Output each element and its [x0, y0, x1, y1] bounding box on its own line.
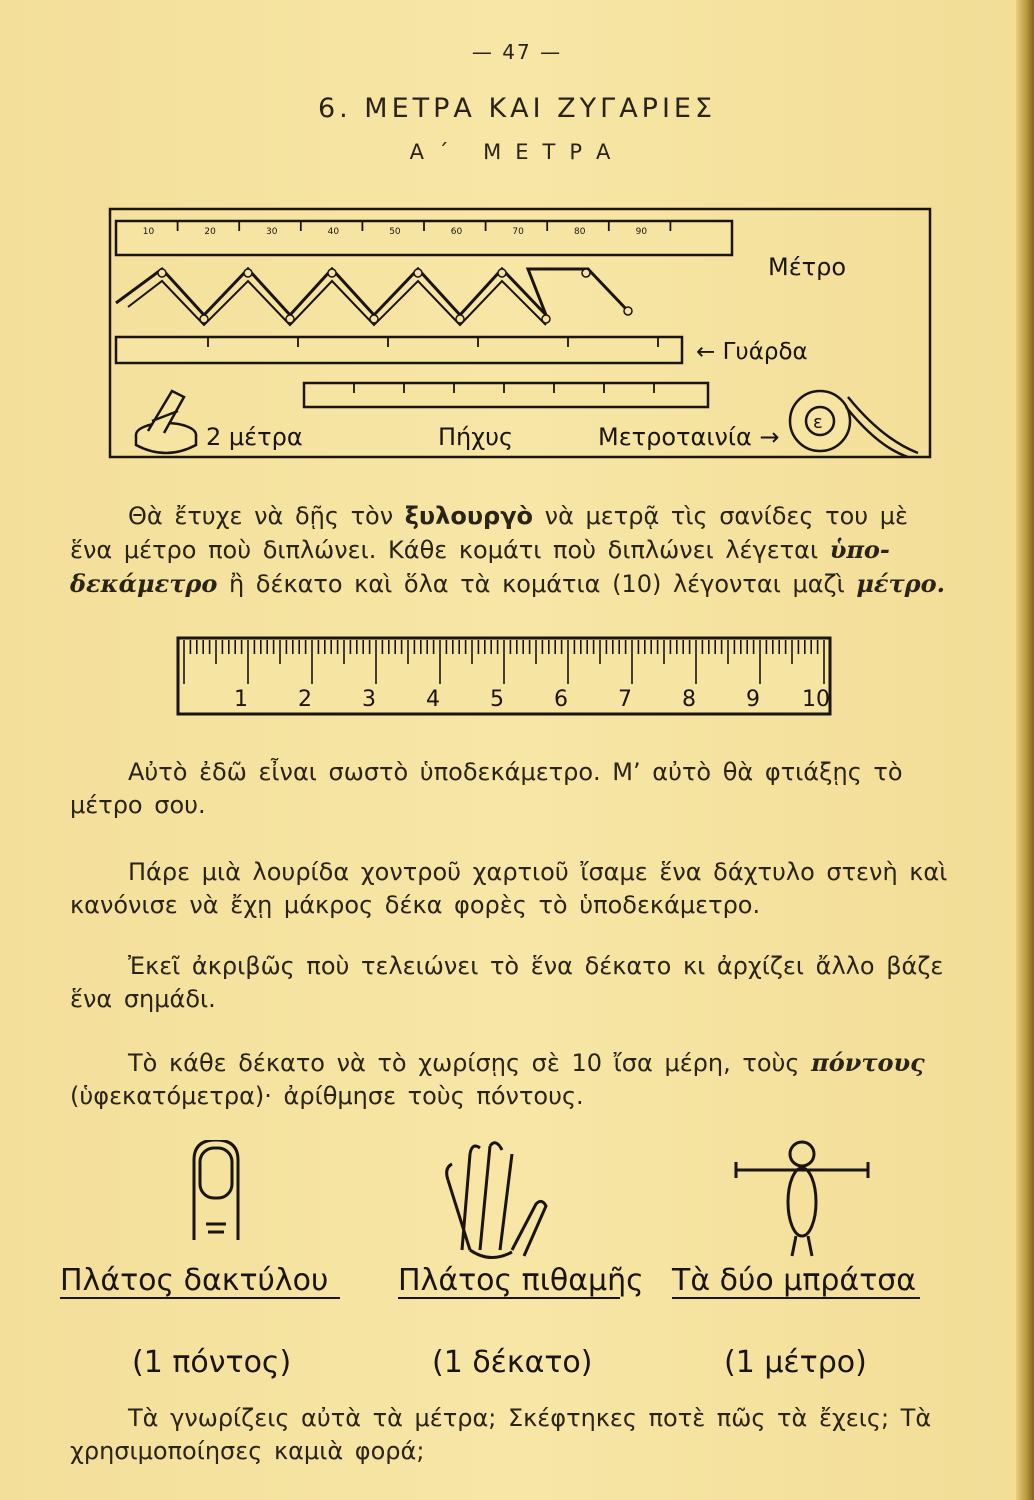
p1-text-a: Θὰ ἔτυχε νὰ δῇς τὸν — [128, 502, 405, 530]
ruler-number: 7 — [618, 687, 632, 712]
paragraph-1 — [70, 500, 950, 601]
ruler-number: 6 — [554, 687, 568, 712]
ruler-number: 8 — [682, 687, 696, 712]
ruler-number: 3 — [362, 687, 376, 712]
section-title: Α΄ ΜΕΤΡΑ — [409, 140, 625, 164]
caption-finger: Πλάτος δακτύλου — [60, 1263, 329, 1298]
ruler-number: 4 — [426, 687, 440, 712]
chapter-title: 6. ΜΕΤΡΑ ΚΑΙ ΖΥΓΑΡΙΕΣ — [317, 93, 717, 124]
p2-text: Αὐτὸ ἐδῶ εἶναι σωστὸ ὑποδεκάμετρο. Μ’ αὐτὸ θὰ φτιάξῃς τὸ μέτρο σου. — [70, 758, 903, 819]
p1-text-c: ἢ δέκατο καὶ ὅλα τὰ κομάτια (10) λέγονται μαζὶ — [217, 570, 857, 598]
ruler-number: 10 — [802, 687, 830, 712]
paragraph-3 — [70, 856, 950, 922]
label-guarda: ← Γυάρδα — [696, 339, 808, 365]
ruler-number: 9 — [746, 687, 760, 712]
label-pixys: Πήχυς — [438, 423, 514, 451]
meter-tick-label: 30 — [266, 227, 278, 237]
p6-text: Τὰ γνωρίζεις αὐτὰ τὰ μέτρα; Σκέφτηκες ποτὲ πῶς τὰ ἔχεις; Τὰ χρησιμοποίησες καμιὰ φορά; — [70, 1404, 932, 1465]
hand-icon — [447, 1143, 546, 1258]
p5-text-b: (ὑφεκατόμετρα)· ἀρίθμησε τοὺς πόντους. — [70, 1082, 584, 1110]
p4-text: Ἐκεῖ ἀκριβῶς ποὺ τελειώνει τὸ ἕνα δέκατο κι ἀρχίζει ἄλλο βάζε ἕνα σημάδι. — [70, 952, 944, 1013]
meter-tick-label: 20 — [204, 227, 216, 237]
p1-term-metro: μέτρο. — [856, 569, 945, 598]
decimeter-ruler — [176, 636, 836, 718]
meter-tick-label: 70 — [512, 227, 524, 237]
label-metrotainia: Μετροταινία → — [598, 423, 780, 451]
paragraph-6 — [70, 1402, 950, 1468]
caption-palm: Πλάτος πιθαμῆς — [398, 1263, 644, 1298]
paragraph-2 — [70, 756, 950, 822]
stick-figure-arms-icon — [736, 1142, 868, 1256]
ruler-number: 5 — [490, 687, 504, 712]
svg-text:ε: ε — [813, 412, 823, 433]
paragraph-4 — [70, 950, 950, 1016]
unit-finger: (1 πόντος) — [132, 1345, 292, 1380]
caption-arms: Τὰ δύο μπράτσα — [672, 1263, 917, 1298]
tape-measure-icon — [790, 391, 918, 457]
meter-tick-label: 50 — [389, 227, 401, 237]
unit-palm: (1 δέκατο) — [432, 1345, 593, 1380]
pixys-bar — [304, 383, 708, 407]
p3-text: Πάρε μιὰ λουρίδα χοντροῦ χαρτιοῦ ἴσαμε ἕνα δάχτυλο στενὴ καὶ κανόνισε νὰ ἔχῃ μάκρος δέκα φορὲς τὸ ὑποδεκάμετρο. — [70, 858, 948, 919]
meter-tick-label: 90 — [635, 227, 648, 237]
label-2metra: 2 μέτρα — [206, 423, 303, 451]
meter-tick-label: 10 — [142, 227, 155, 237]
meter-tick-label: 40 — [327, 227, 340, 237]
page-number: — 47 — — [471, 40, 563, 64]
p1-term-ypodekametro: ὑπο-δεκάμετρο — [70, 535, 890, 598]
folding-ruler-zigzag — [116, 269, 628, 315]
measuring-tools-figure — [108, 207, 932, 459]
body-measures-figure — [60, 1140, 940, 1400]
meter-tick-label: 60 — [450, 227, 463, 237]
finger-icon — [194, 1140, 238, 1240]
unit-arms: (1 μέτρο) — [724, 1345, 867, 1380]
ruler-number: 2 — [298, 687, 312, 712]
p5-term-pontous: πόντους — [811, 1048, 925, 1077]
label-metro: Μέτρο — [768, 253, 847, 281]
book-binding-edge — [1016, 0, 1034, 1500]
coiled-rule-icon — [136, 391, 196, 453]
paragraph-5 — [70, 1046, 950, 1113]
meter-tick-label: 80 — [574, 227, 586, 237]
p5-text-a: Τὸ κάθε δέκατο νὰ τὸ χωρίσῃς σὲ 10 ἴσα μέρη, τοὺς — [128, 1049, 812, 1077]
p1-bold-word: ξυλουργὸ — [404, 502, 534, 530]
ruler-number: 1 — [234, 687, 248, 712]
yard-bar — [116, 337, 682, 363]
p1-text-b: νὰ μετρᾷ τὶς σανίδες του μὲ ἕνα μέτρο ποὺ διπλώνει. Κάθε κομάτι ποὺ διπλώνει λέγεται — [70, 502, 909, 564]
